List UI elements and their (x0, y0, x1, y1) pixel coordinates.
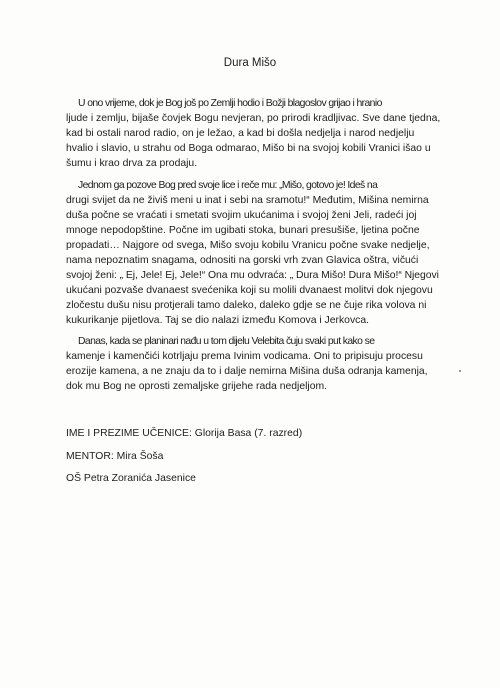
scan-speck (459, 370, 461, 372)
paragraph-line: kamenje i kamenčići kotrljaju prema Ivinim vodicama. Oni to pripisuju procesu (66, 351, 423, 362)
mentor-line: MENTOR: Mira Šoša (66, 451, 164, 462)
paragraph-line: erozije kamena, a ne znaju da to i dalje nemirna Mišina duša odranja kamenja, (66, 366, 428, 377)
paragraph-3 (66, 334, 441, 394)
paragraph-line: propadati… Najgore od svega, Mišo svoju kobilu Vranicu počne svake nedjelje, (66, 240, 430, 251)
paragraph-line: svojoj ženi: „ Ej, Jele! Ej, Jele!“ Ona mu odvraća: „ Dura Mišo! Dura Mišo!“ Njegovi (66, 270, 439, 281)
paragraph-line: kad bi ostali narod radio, on je ležao, a kad bi došla nedjelja i narod nedjelju (66, 128, 415, 139)
paragraph-line: drugi svijet da ne živiš meni u inat i sebi na sramotu!“ Međutim, Mišina nemirna (66, 195, 429, 206)
school-line: OŠ Petra Zoranića Jasenice (66, 473, 196, 484)
paragraph-line: nama nepoznatim snagama, odnositi na gorski vrh zvan Glavica oštra, vičući (66, 255, 419, 266)
paragraph-1 (66, 96, 441, 171)
paragraph-line: dok mu Bog ne oprosti zemaljske grijehe rada nedjeljom. (66, 381, 328, 392)
paragraph-line: Jednom ga pozove Bog pred svoje lice i reče mu: „Mišo, gotovo je! Ideš na (78, 180, 378, 191)
paragraph-line: ukućani pozvaše dvanaest svećenika koji su molili dvanaest molitvi dok njegovu (66, 285, 433, 296)
paragraph-line: duša počne se vraćati i smetati svojim ukućanima i svojoj ženi Jeli, radeći joj (66, 210, 417, 221)
paragraph-line: zločestu dušu nisu protjerali tamo daleko, daleko gdje se ne čuje rika volova ni (66, 300, 427, 311)
paragraph-line: kukurikanje pijetlova. Taj se dio nalazi između Komova i Jerkovca. (66, 315, 370, 326)
paragraph-line: mnoge nepodopštine. Počne im ugibati stoka, bunari presušiše, ljetina počne (66, 225, 420, 236)
paragraph-line: hvalio i slavio, u strahu od Boga odmarao, Mišo bi na svojoj kobili Vranici išao u (66, 143, 431, 154)
paragraph-2 (66, 178, 441, 328)
paragraph-line: ljude i zemlju, bijaše čovjek Bogu nevjeran, po prirodi kradljivac. Sve dane tjedna, (66, 113, 441, 124)
paragraph-line: U ono vrijeme, dok je Bog još po Zemlji hodio i Božji blagoslov grijao i hranio (78, 98, 382, 109)
student-line: IME I PREZIME UČENICE: Glorija Basa (7. razred) (66, 428, 303, 439)
paragraph-line: Danas, kada se planinari nađu u tom dijelu Velebita čuju svaki put kako se (78, 336, 375, 347)
paragraph-line: šumu i krao drva za prodaju. (66, 158, 198, 169)
document-title: Dura Mišo (223, 57, 277, 69)
